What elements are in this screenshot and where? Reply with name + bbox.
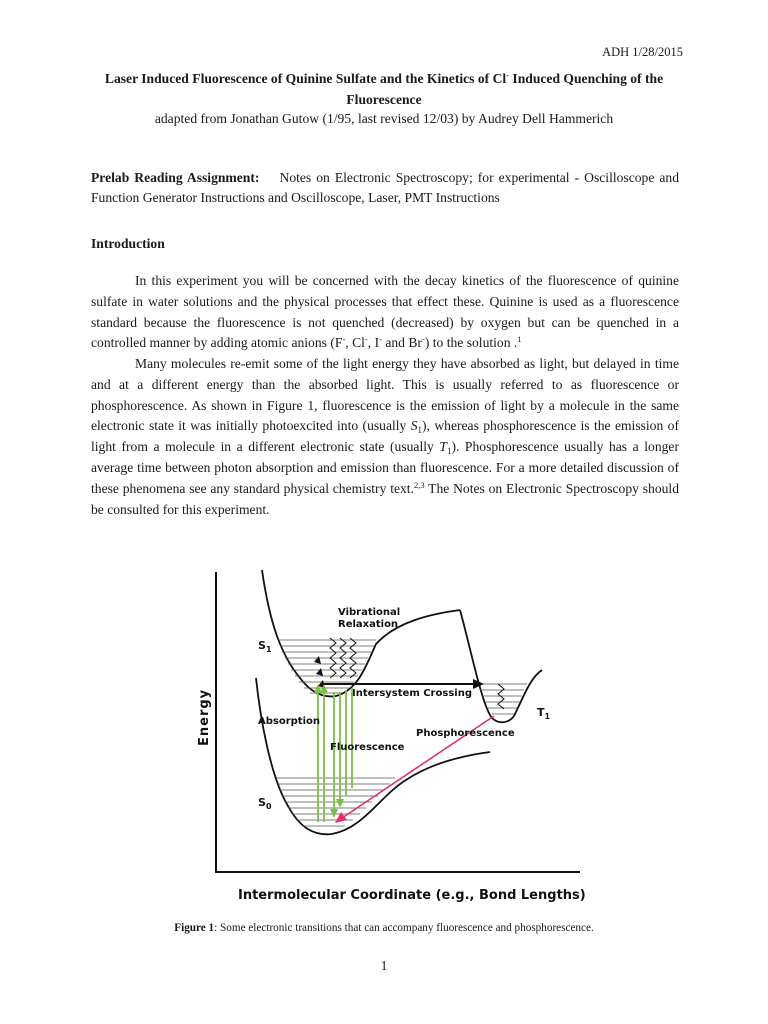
introduction-heading: Introduction	[91, 236, 165, 251]
phosphorescence-label: Phosphorescence	[416, 728, 515, 739]
p2-ref: 2,3	[413, 479, 425, 490]
s1-curve	[262, 570, 460, 696]
p1-minus-1: -	[342, 334, 346, 345]
caption-label: Figure 1	[174, 922, 215, 934]
s0-label	[258, 796, 272, 811]
document-subtitle: adapted from Jonathan Gutow (1/95, last revised 12/03) by Audrey Dell Hammerich	[154, 111, 614, 126]
x-axis-label: Intermolecular Coordinate (e.g., Bond Lengths)	[238, 888, 586, 903]
vibrational-relaxation-label-1: Vibrational	[338, 607, 401, 618]
y-axis-label: Energy	[197, 688, 212, 746]
s0-letter: S	[258, 796, 266, 809]
s1-sub: 1	[265, 645, 272, 654]
p2-t-letter: T	[439, 439, 447, 455]
s0-sub: 0	[265, 802, 272, 811]
p1-minus-4: -	[421, 334, 425, 345]
intro-paragraph-1	[91, 271, 679, 354]
fluorescence-arrowhead-1	[330, 809, 338, 818]
p1-text-c: , I	[367, 335, 380, 351]
p1-minus-2: -	[364, 334, 368, 345]
relaxation-arrowhead-1	[314, 656, 321, 664]
caption-text: : Some electronic transitions that can accompany fluorescence and phosphorescence.	[214, 922, 594, 934]
relaxation-arrowhead-2	[316, 668, 323, 676]
t1-curve	[460, 610, 542, 722]
title-part2: Induced Quenching of the Fluorescence	[346, 71, 664, 107]
p1-text-e: ) to the solution .	[424, 335, 518, 351]
title-part1: Laser Induced Fluorescence of Quinine Sulfate and the Kinetics of Cl	[104, 71, 507, 86]
prelab-assignment	[91, 168, 679, 208]
fluorescence-arrowhead-2	[336, 799, 344, 808]
s0-curve	[256, 678, 490, 834]
p2-s-letter: S	[410, 418, 418, 434]
p2-text-c: ). Phosphorescence usually has a longer average time between photon absorption and emission than fluorescence. For a more detailed discussion of these phenomena see any standard physical chemistry text.	[91, 439, 679, 496]
prelab-text: Notes on Electronic Spectroscopy; for experimental - Oscilloscope and Function Generator Instructions and Oscilloscope, Laser, PMT Instructions	[91, 170, 680, 205]
t1-letter: T	[537, 706, 545, 719]
s0-vibrational-levels	[276, 778, 395, 826]
p2-s-sub: 1	[417, 425, 423, 436]
t1-label	[537, 706, 551, 721]
p1-text-a: In this experiment you will be concerned with the decay kinetics of the fluorescence of quinine sulfate in water solutions and the physical processes that effect these. Quinine is used as a fluorescence standard because the fluorescence is not quenched (decreased) by oxygen but can be quenched in a controlled manner by adding atomic anions (F	[91, 273, 679, 351]
p1-text-b: , Cl	[345, 335, 365, 351]
t1-relaxation-wave	[498, 684, 504, 709]
header-tag: ADH 1/28/2015	[602, 45, 683, 59]
jablonski-figure	[190, 566, 590, 906]
p1-ref: 1	[517, 334, 522, 345]
t1-sub: 1	[544, 712, 551, 721]
intersystem-crossing-label: Intersystem Crossing	[352, 688, 472, 699]
t1-vibrational-levels	[478, 684, 527, 714]
s1-letter: S	[258, 639, 266, 652]
s1-label	[258, 639, 272, 654]
p2-text-a: Many molecules re-emit some of the light energy they have absorbed as light, but delayed in time and at a different energy than the absorbed light. This is usually referred to as fluorescence or phosphorescence. As shown in Figure 1, fluorescence is the emission of light by a molecule in the same electronic state it was initially photoexcited into (usually	[91, 356, 679, 434]
p1-text-d: and Br	[381, 335, 422, 351]
prelab-label: Prelab Reading Assignment:	[91, 170, 260, 185]
title-sup: -	[506, 70, 510, 80]
intro-paragraph-2	[91, 354, 679, 520]
p2-text-b: ), whereas phosphorescence is the emission of light from a molecule in a different electronic state (usually	[91, 418, 679, 455]
page-number: 1	[380, 958, 388, 973]
p1-minus-3: -	[379, 334, 382, 345]
p2-t-sub: 1	[446, 446, 452, 457]
p2-text-d: The Notes on Electronic Spectroscopy should be consulted for this experiment.	[91, 480, 680, 517]
vibrational-relaxation-label-2: Relaxation	[338, 619, 399, 630]
document-title	[70, 68, 698, 110]
absorption-label: Absorption	[258, 716, 321, 727]
figure-caption	[70, 922, 698, 934]
fluorescence-label: Fluorescence	[330, 742, 405, 753]
